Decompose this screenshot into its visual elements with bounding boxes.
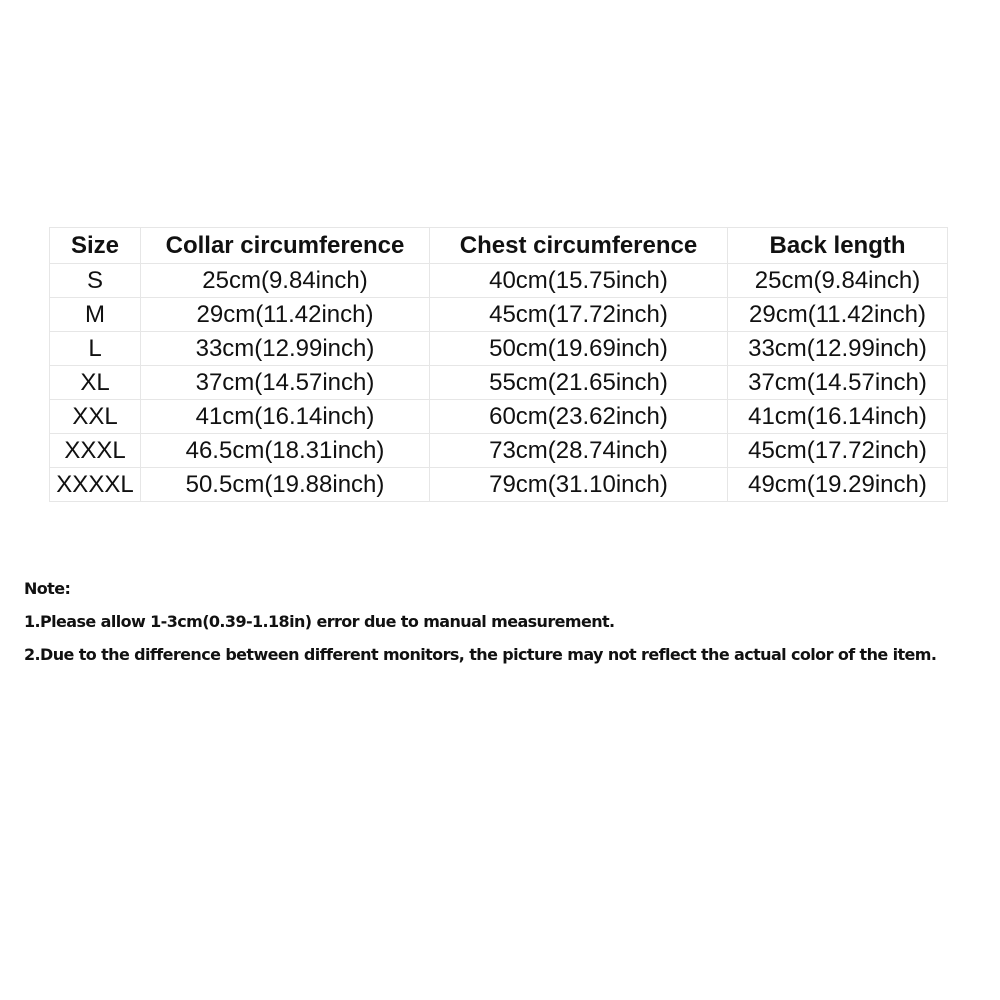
table-row — [50, 468, 948, 502]
back-length-cell: 29cm(11.42inch) — [728, 298, 948, 332]
back-length-cell: 33cm(12.99inch) — [728, 332, 948, 366]
back-length-cell: 45cm(17.72inch) — [728, 434, 948, 468]
note-line-1: 1.Please allow 1-3cm(0.39-1.18in) error due to manual measurement. — [24, 612, 615, 631]
chest-cell: 60cm(23.62inch) — [430, 400, 728, 434]
table-header-row — [50, 228, 948, 264]
table-row — [50, 264, 948, 298]
header-back-length: Back length — [728, 228, 948, 264]
back-length-cell: 41cm(16.14inch) — [728, 400, 948, 434]
collar-cell: 46.5cm(18.31inch) — [141, 434, 430, 468]
header-chest-circumference: Chest circumference — [430, 228, 728, 264]
collar-cell: 33cm(12.99inch) — [141, 332, 430, 366]
collar-cell: 50.5cm(19.88inch) — [141, 468, 430, 502]
chest-cell: 79cm(31.10inch) — [430, 468, 728, 502]
size-chart-table — [49, 227, 948, 502]
back-length-cell: 49cm(19.29inch) — [728, 468, 948, 502]
size-cell: XXXL — [50, 434, 141, 468]
size-cell: XXXXL — [50, 468, 141, 502]
chest-cell: 50cm(19.69inch) — [430, 332, 728, 366]
size-cell: XL — [50, 366, 141, 400]
notes-section — [24, 576, 994, 675]
chest-cell: 55cm(21.65inch) — [430, 366, 728, 400]
table-row — [50, 332, 948, 366]
table-row — [50, 434, 948, 468]
note-line-2: 2.Due to the difference between different monitors, the picture may not reflect the actual color of the item. — [24, 645, 937, 664]
back-length-cell: 37cm(14.57inch) — [728, 366, 948, 400]
collar-cell: 41cm(16.14inch) — [141, 400, 430, 434]
chest-cell: 45cm(17.72inch) — [430, 298, 728, 332]
table-row — [50, 298, 948, 332]
table-row — [50, 400, 948, 434]
header-collar-circumference: Collar circumference — [141, 228, 430, 264]
back-length-cell: 25cm(9.84inch) — [728, 264, 948, 298]
collar-cell: 29cm(11.42inch) — [141, 298, 430, 332]
size-cell: XXL — [50, 400, 141, 434]
note-title: Note: — [24, 579, 71, 598]
size-cell: S — [50, 264, 141, 298]
chest-cell: 73cm(28.74inch) — [430, 434, 728, 468]
chest-cell: 40cm(15.75inch) — [430, 264, 728, 298]
collar-cell: 37cm(14.57inch) — [141, 366, 430, 400]
table-row — [50, 366, 948, 400]
header-size: Size — [50, 228, 141, 264]
collar-cell: 25cm(9.84inch) — [141, 264, 430, 298]
size-cell: M — [50, 298, 141, 332]
size-cell: L — [50, 332, 141, 366]
